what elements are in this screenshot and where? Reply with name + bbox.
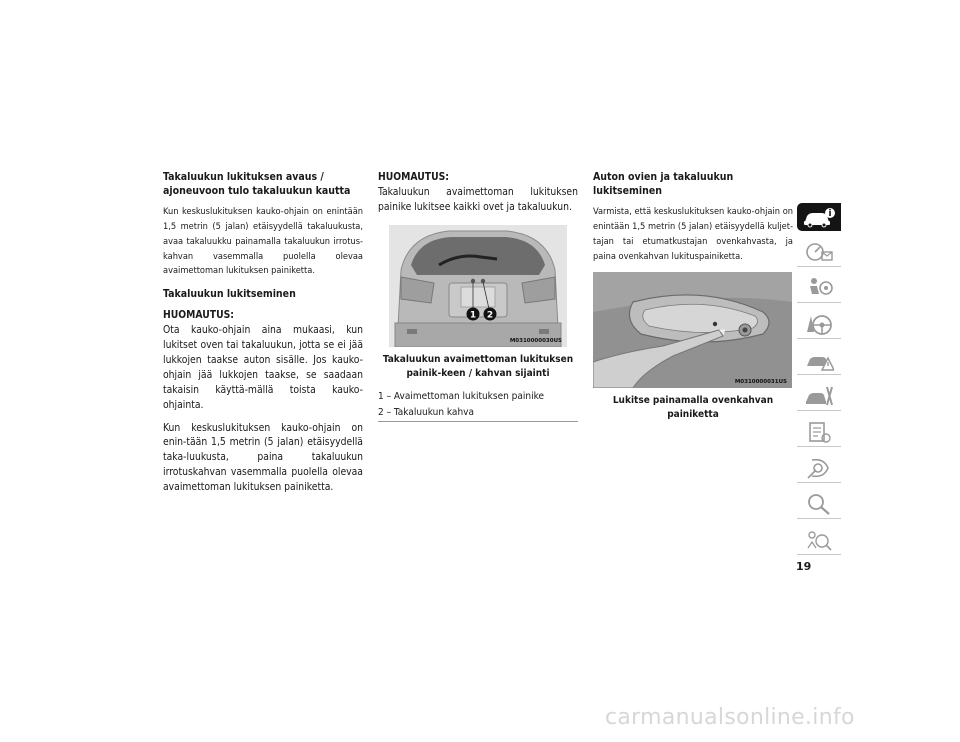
note-text: Takaluukun avaimettoman lukituksen painike lukitsee kaikki ovet ja takaluukun.: [378, 185, 578, 213]
text-column-middle: [378, 170, 578, 422]
paragraph-lock: Kun keskuslukituksen kauko-ohjain on enin-tään 1,5 metrin (5 jalan) etäisyydellä taka-luukusta, paina takaluukun irrotuskahvan vasemmalla puolella olevaa avaimettoman lukituksen painiketta.: [163, 421, 363, 494]
legend-item-1: 1 – Avaimettoman lukituksen painike: [378, 390, 544, 402]
dashboard-message-icon: [804, 240, 834, 264]
tab-languages[interactable]: [797, 526, 841, 555]
tab-index[interactable]: [797, 490, 841, 519]
legend-item-2: 2 – Takaluukun kahva: [378, 406, 474, 418]
text-column-left: [163, 170, 363, 503]
section-heading-tailgate-lock: Takaluukun lukitseminen: [163, 287, 296, 300]
watermark: carmanualsonline.info: [605, 705, 855, 730]
tab-safety[interactable]: [797, 274, 841, 303]
tab-instrument-panel[interactable]: [797, 238, 841, 267]
paragraph-unlock: Kun keskuslukituksen kauko-ohjain on enintään 1,5 metrin (5 jalan) etäisyydellä takaluukusta, avaa takaluukku painamalla takaluukun irrotus-kahvan vasemmalla puolella olevaa avaimettoman lukituksen painiketta.: [163, 206, 363, 277]
text-column-right: [593, 170, 793, 430]
door-handle-figure: [593, 272, 792, 388]
safety-airbag-icon: [804, 276, 834, 300]
specifications-icon: [804, 420, 834, 444]
emergency-triangle-icon: [804, 348, 834, 372]
svg-text:2: 2: [486, 310, 494, 321]
tab-emergency[interactable]: [797, 346, 841, 375]
door-handle-illustration: [593, 272, 792, 388]
tailgate-figure: [389, 225, 567, 347]
section-heading-doors-lock: Auton ovien ja takaluukun lukitseminen: [593, 171, 734, 198]
figure-legend: [378, 389, 578, 422]
car-info-icon: [802, 206, 836, 228]
index-search-icon: [804, 492, 834, 516]
chapter-tabs: [797, 203, 841, 562]
tab-getting-to-know-vehicle[interactable]: [797, 203, 841, 231]
note-title: HUOMAUTUS:: [163, 309, 234, 322]
note-title: HUOMAUTUS:: [378, 171, 449, 183]
callout-2: [484, 307, 497, 320]
tab-specifications[interactable]: [797, 418, 841, 447]
figure-caption: Takaluukun avaimettoman lukituksen painik-keen / kahvan sijainti: [382, 353, 574, 379]
multimedia-icon: [804, 456, 834, 480]
figure-code: M0310000031US: [734, 379, 787, 386]
note-text: Ota kauko-ohjain aina mukaasi, kun lukitset oven tai takaluukun, jotta se ei jää lukkojen taakse auton sisälle. Jos kauko-ohjain jää lukkojen taakse, se saadaan takaisin käyttä-mällä toista kauko-ohjainta.: [163, 324, 363, 411]
steering-wheel-icon: [804, 312, 834, 336]
callout-1: [467, 307, 480, 320]
tab-multimedia[interactable]: [797, 454, 841, 483]
tab-starting-operating[interactable]: [797, 310, 841, 339]
tailgate-illustration: [389, 225, 567, 347]
svg-text:1: 1: [469, 310, 477, 321]
figure-caption: Lukitse painamalla ovenkahvan painiketta: [612, 395, 774, 421]
paragraph-doors-lock: Varmista, että keskuslukituksen kauko-ohjain on enintään 1,5 metrin (5 jalan) etäisyydellä kuljet-tajan tai etumatkustajan ovenkahvasta, ja paina ovenkahvan lukituspainiketta.: [593, 206, 793, 262]
service-tools-icon: [804, 384, 834, 408]
note-block: [378, 170, 578, 215]
page-number: 19: [796, 560, 812, 573]
tab-servicing[interactable]: [797, 382, 841, 411]
languages-icon: [804, 528, 834, 552]
note-block: [163, 308, 363, 412]
figure-code: M0310000030US: [509, 337, 562, 344]
section-heading-tailgate-unlock: Takaluukun lukituksen avaus / ajoneuvoon tulo takaluukun kautta: [163, 171, 351, 198]
